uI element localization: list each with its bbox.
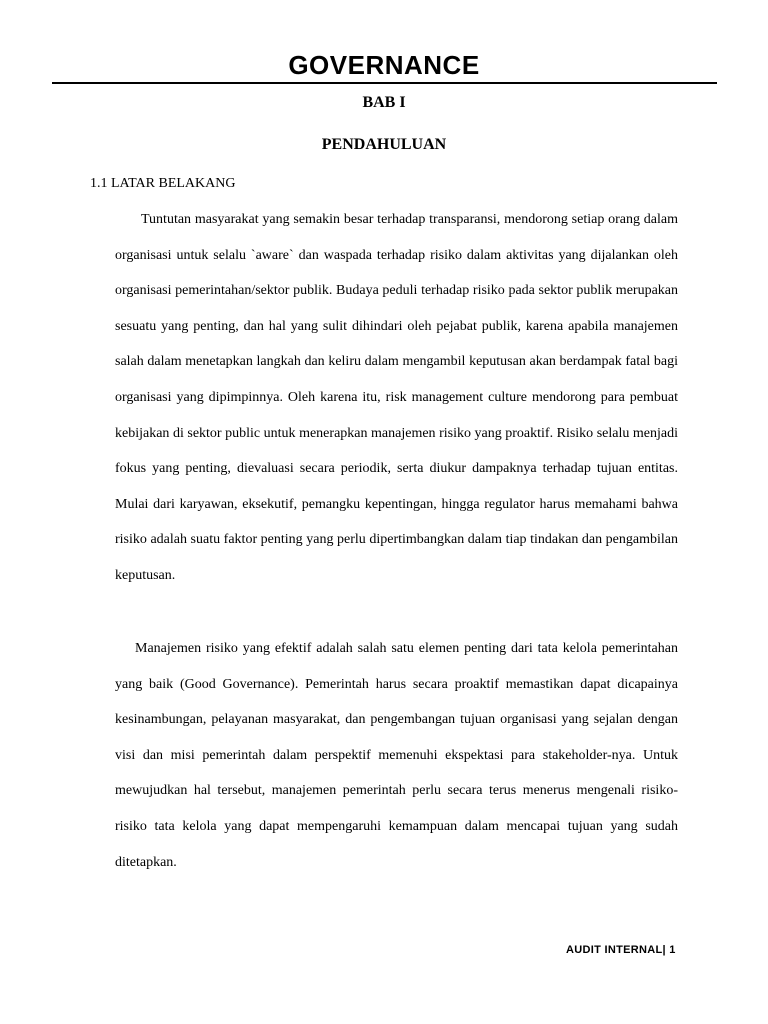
page-footer bbox=[566, 944, 676, 956]
paragraph-2: Manajemen risiko yang efektif adalah salah satu elemen penting dari tata kelola pemerintahan yang baik (Good Governance). Pemerintah harus secara proaktif memastikan dapat dicapainya kesinambungan, pelayanan masyarakat, dan pengembangan tujuan organisasi yang sejalan dengan visi dan misi pemerintah dalam perspektif memenuhi ekspektasi para stakeholder-nya. Untuk mewujudkan hal tersebut, manajemen pemerintah perlu secara terus menerus mengenali risiko-risiko tata kelola yang dapat mempengaruhi kemampuan dalam mencapai tujuan yang sudah ditetapkan. bbox=[115, 641, 678, 870]
paragraph-1: Tuntutan masyarakat yang semakin besar terhadap transparansi, mendorong setiap orang dalam organisasi untuk selalu `aware` dan waspada terhadap risiko dalam aktivitas yang dijalankan oleh organisasi pemerintahan/sektor publik. Budaya peduli terhadap risiko pada sektor publik merupakan sesuatu yang penting, dan hal yang sulit dihindari oleh pejabat publik, karena apabila manajemen salah dalam menetapkan langkah dan keliru dalam mengambil keputusan akan berdampak fatal bagi organisasi yang dipimpinnya. Oleh karena itu, risk management culture mendorong para pembuat kebijakan di sektor public untuk menerapkan manajemen risiko yang proaktif. Risiko selalu menjadi fokus yang penting, dievaluasi secara periodik, serta diukur dampaknya terhadap tujuan entitas. Mulai dari karyawan, eksekutif, pemangku kepentingan, hingga regulator harus memahami bahwa risiko adalah suatu faktor penting yang perlu dipertimbangkan dalam tiap tindakan dan pengambilan keputusan. bbox=[115, 212, 678, 583]
section-heading: 1.1 LATAR BELAKANG bbox=[90, 176, 236, 191]
chapter-title: PENDAHULUAN bbox=[321, 136, 447, 153]
footer-label: AUDIT INTERNAL bbox=[566, 944, 663, 956]
header-rule bbox=[52, 82, 717, 84]
footer-separator: | bbox=[662, 944, 666, 956]
chapter-number: BAB I bbox=[362, 94, 406, 111]
header-title: GOVERNANCE bbox=[288, 50, 480, 80]
page-number: 1 bbox=[669, 944, 676, 956]
